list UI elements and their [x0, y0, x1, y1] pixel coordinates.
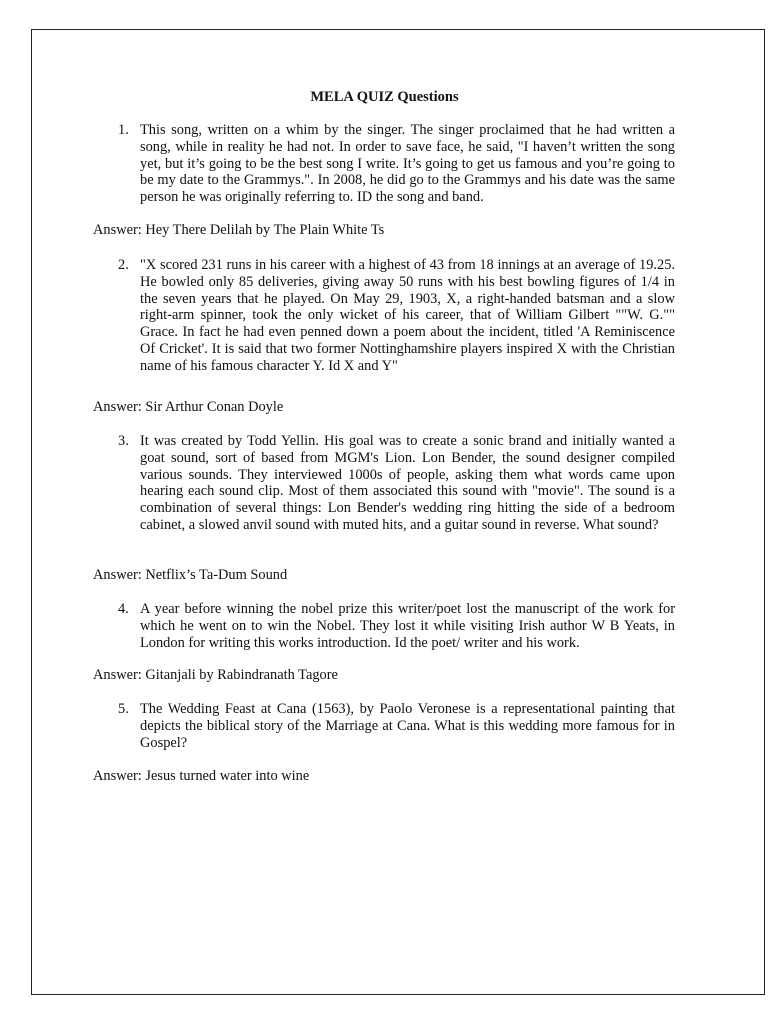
document-page	[31, 29, 765, 995]
question-item-3	[118, 433, 675, 534]
document-title: MELA QUIZ Questions	[310, 89, 459, 105]
answer-text: Answer: Jesus turned water into wine	[93, 768, 310, 784]
question-item-4	[118, 601, 675, 651]
answer-text: Answer: Sir Arthur Conan Doyle	[93, 399, 284, 415]
question-text: This song, written on a whim by the singer. The singer proclaimed that he had written a song, while in reality he had not. In order to save face, he said, "I haven’t written the song yet, but it’s going to be the best song I write. It’s going to get us famous and you’re going to be my date to the Grammys.". In 2008, he did go to the Grammys and his date was the same person he was originally referring to. ID the song and band.	[140, 122, 675, 206]
question-number: 3.	[118, 433, 129, 449]
question-item-2	[118, 257, 675, 375]
question-text: The Wedding Feast at Cana (1563), by Paolo Veronese is a representational painting that depicts the biblical story of the Marriage at Cana. What is this wedding more famous for in Gospel?	[140, 701, 675, 751]
question-number: 4.	[118, 601, 129, 617]
answer-text: Answer: Netflix’s Ta-Dum Sound	[93, 567, 288, 583]
question-item-5	[118, 701, 675, 751]
answer-text: Answer: Hey There Delilah by The Plain White Ts	[93, 222, 385, 238]
question-number: 2.	[118, 257, 129, 273]
question-item-1	[118, 122, 675, 206]
question-text: "X scored 231 runs in his career with a highest of 43 from 18 innings at an average of 19.25. He bowled only 85 deliveries, giving away 50 runs with his best bowling figures of 1/4 in the seven years that he played. On May 29, 1903, X, a right-handed batsman and a slow right-arm spinner, took the only wicket of his career, that of William Gilbert ""W. G."" Grace. In fact he had even penned down a poem about the incident, titled 'A Reminiscence Of Cricket'. It is said that two former Nottinghamshire players inspired X with the Christian name of his famous character Y. Id X and Y"	[140, 257, 675, 374]
question-text: It was created by Todd Yellin. His goal was to create a sonic brand and initially wanted a goat sound, sort of based from MGM's Lion. Lon Bender, the sound designer compiled various sounds. They interviewed 1000s of people, asking them what words came upon hearing each sound clip. Most of them associated this sound with "movie". The sound is a combination of several things: Lon Bender's wedding ring hitting the side of a bedroom cabinet, a slowed anvil sound with muted hits, and a guitar sound in reverse. What sound?	[140, 433, 675, 533]
question-number: 5.	[118, 701, 129, 717]
answer-text: Answer: Gitanjali by Rabindranath Tagore	[93, 667, 338, 683]
question-text: A year before winning the nobel prize this writer/poet lost the manuscript of the work for which he went on to win the Nobel. They lost it while visiting Irish author W B Yeats, in London for writing this works introduction. Id the poet/ writer and his work.	[140, 601, 675, 651]
question-number: 1.	[118, 122, 129, 138]
